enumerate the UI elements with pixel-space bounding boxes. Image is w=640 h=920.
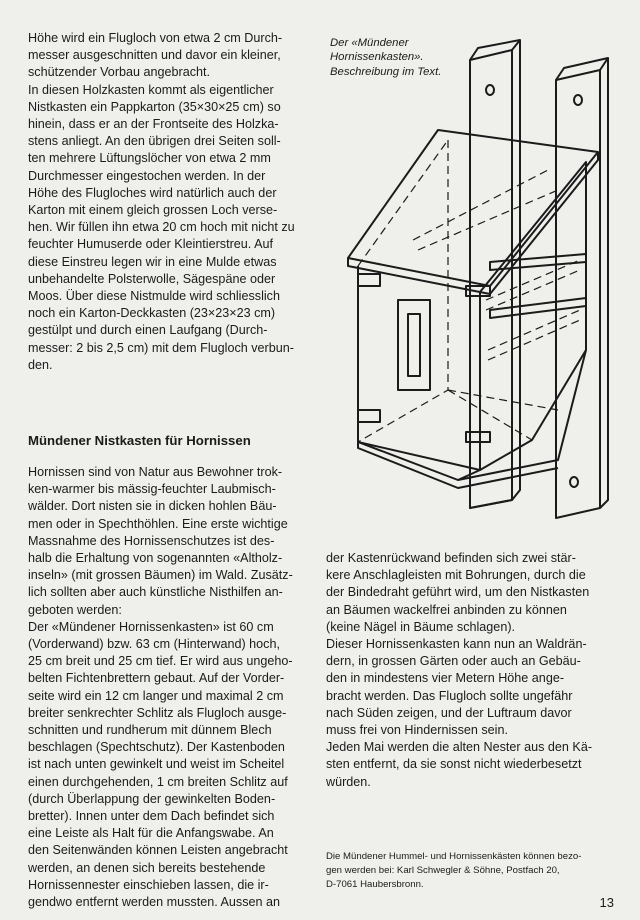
paragraph-mounting: der Kastenrückwand befinden sich zwei stär- kere Anschlagleisten mit Bohrungen, durch die der Bindedraht geführt wird, um den Nistkasten an Bäumen wackelfrei anbinden zu können (keine Nägel in Bäume schlagen). Dieser Hornissenkasten kann nun an Waldrän- dern, in grossen Gärten oder auch an Gebäu- den in mindestens vier Metern Höhe ange- bracht werden. Das Flugloch sollte ungefähr nach Süden zeigen, und der Luftraum davor muss frei von Hindernissen sein. Jeden Mai werden die alten Nester aus den Kä- sten entfernt, da sie sonst nicht wiederbesetzt würden. xyxy=(326,551,593,789)
left-column-bottom xyxy=(28,464,308,911)
page-number: 13 xyxy=(599,895,614,910)
figure-caption: Der «Mündener Hornissenkasten». Beschreibung im Text. xyxy=(330,37,442,78)
box-side-wall xyxy=(480,162,586,470)
left-column-top xyxy=(28,30,308,374)
paragraph-muendener-box: Hornissen sind von Natur aus Bewohner trok- ken-warmer bis mässig-feuchter Laubmisch- wälder. Dort nisten sie in dicken hohlen Bäu- men oder in Spechthöhlen. Eine erste wichtige Massnahme des Hornissenschutzes ist des- halb die Erhaltung von sogenannten «Altholz- inseln» (mit grossen Bäumen) im Wald. Zusätz- lich sollten aber auch künstliche Nisthilfen an- geboten werden: Der «Mündener Hornissenkasten» ist 60 cm (Vorderwand) bzw. 63 cm (Hinterwand) hoch, 25 cm breit und 25 cm tief. Er wird aus ungeho- belten Fichtenbrettern gebaut. Auf der Vorder- seite wird ein 12 cm langer und maximal 2 cm breiter senkrechter Schlitz als Flugloch ausge- schnitten und rundherum mit dünnem Blech beschlagen (Spechtschutz). Der Kastenboden ist nach unten gewinkelt und weist im Scheitel einen durchgehenden, 1 cm breiten Schlitz auf (durch Überlappung der gewinkelten Boden- bretter). Innen unter dem Dach befindet sich eine Leiste als Halt für die Anfangswabe. An den Seitenwänden können Leisten angebracht werden, an denen sich bereits bestehende Hornissennester einschieben lassen, die ir- gendwo entfernt werden mussten. Aussen an xyxy=(28,465,293,910)
supplier-footnote: Die Mündener Hummel- und Hornissenkästen können bezo- gen werden bei: Karl Schwegler & Söhne, Postfach 20, D-7061 Haubersbronn. xyxy=(326,851,582,890)
entrance-slot xyxy=(408,314,420,376)
mounting-board-right xyxy=(556,70,600,518)
bore-hole-icon xyxy=(486,85,494,95)
bore-hole-icon xyxy=(570,477,578,487)
right-column-bottom xyxy=(326,550,612,791)
paragraph-nest-box-inner: Höhe wird ein Flugloch von etwa 2 cm Durch- messer ausgeschnitten und davor ein kleiner, schützender Vorbau angebracht. In diesen Holzkasten kommt als eigentlicher Nistkasten ein Pappkarton (35×30×25 cm) so hinein, dass er an der Frontseite des Holzka- stens anliegt. An den übrigen drei Seiten soll- ten mehrere Lüftungslöcher von etwa 2 mm Durchmesser eingestochen werden. In der Höhe des Flugloches wird natürlich auch der Karton mit einem gleich grossen Loch verse- hen. Wir füllen ihn etwa 20 cm hoch mit nicht zu feuchter Humuserde oder Kleintierstreu. Auf diese Einstreu legen wir in eine Mulde etwas unbehandelte Polsterwolle, Sägespäne oder Moos. Über diese Nistmulde wird schliesslich noch ein Karton-Deckkasten (23×23×23 cm) gestülpt und durch einen Laufgang (Durch- messer: 2 bis 2,5 cm) mit dem Flugloch verbun- den. xyxy=(28,31,295,372)
section-heading: Mündener Nistkasten für Hornissen xyxy=(28,433,251,448)
bore-hole-icon xyxy=(574,95,582,105)
hornet-box-illustration xyxy=(318,30,628,520)
box-floor xyxy=(358,442,480,480)
